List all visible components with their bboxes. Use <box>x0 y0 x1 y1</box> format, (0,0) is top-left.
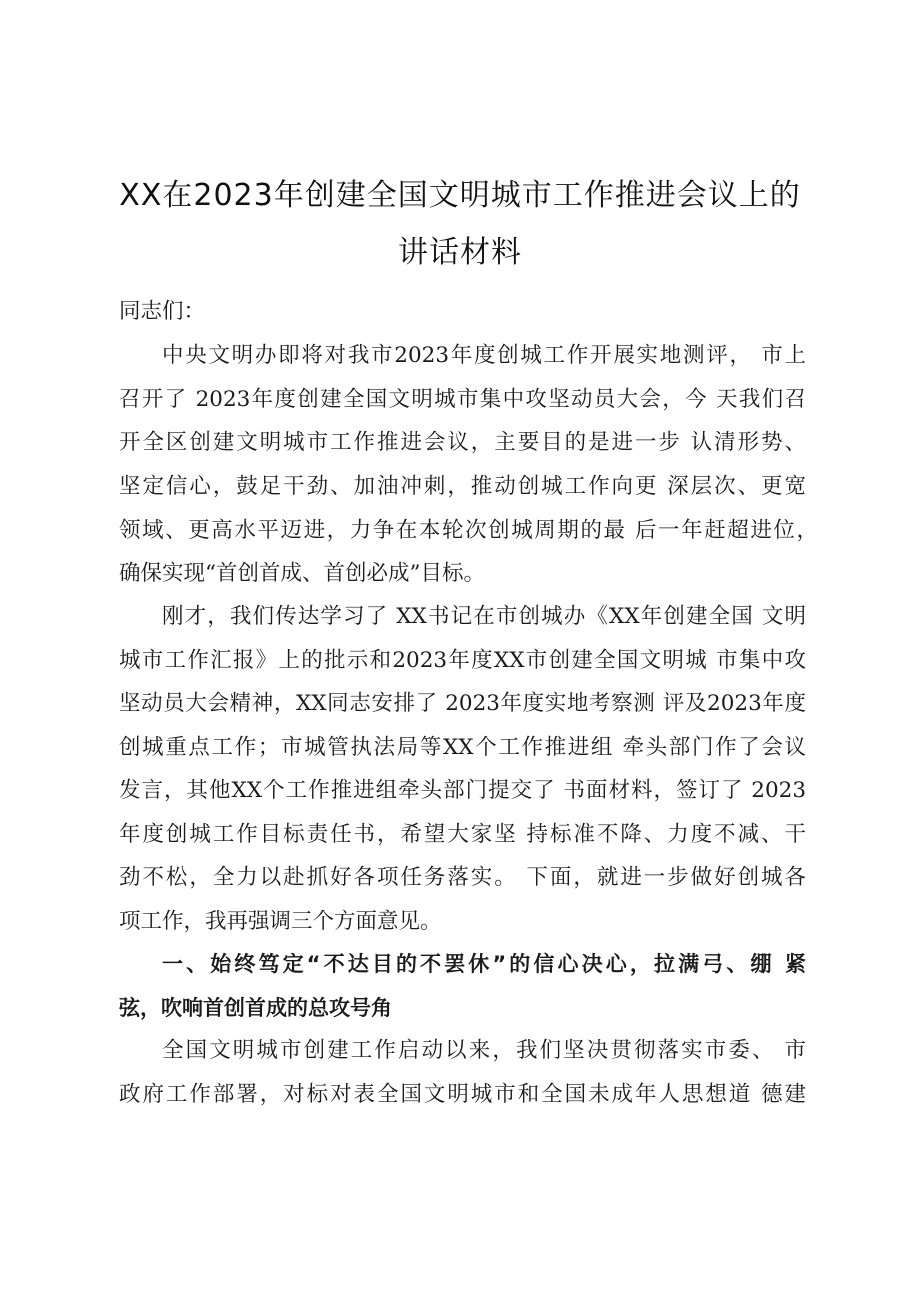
heading-line: 弦，吹响首创首成的总攻号角 <box>119 996 392 1020</box>
paragraph-line: 刚才，我们传达学习了 XX书记在市创城办《XX年创建全国 文明 <box>162 604 806 629</box>
paragraph-line: 领域、更高水平迈进，力争在本轮次创城周期的最 后一年赶超进位， <box>119 518 818 543</box>
paragraph-line: 中央文明办即将对我市2023年度创城工作开展实地测评， 市上 <box>162 343 806 368</box>
paragraph-line: 政府工作部署，对标对表全国文明城市和全国未成年人思想道 德建 <box>119 1082 806 1107</box>
paragraph-line: 确保实现“首创首成、首创必成”目标。 <box>119 561 485 586</box>
salutation: 同志们： <box>119 299 206 324</box>
paragraph-line: 项工作，我再强调三个方面意见。 <box>119 909 442 934</box>
paragraph-line: 劲不松，全力以赴抓好各项任务落实。 下面，就进一步做好创城各 <box>119 865 806 890</box>
paragraph-line: 发言，其他XX个工作推进组牵头部门提交了 书面材料，签订了 2023 <box>119 778 806 803</box>
paragraph-line: 召开了 2023年度创建全国文明城市集中攻坚动员大会，今 天我们召 <box>119 387 806 412</box>
document-title-line-1: XX在2023年创建全国文明城市工作推进会议上的 <box>119 178 801 213</box>
heading-line: 一、始终笃定“不达目的不罢休”的信心决心，拉满弓、绷 紧 <box>162 952 806 976</box>
document-title-line-2: 讲话材料 <box>398 235 522 270</box>
paragraph-line: 创城重点工作；市城管执法局等XX个工作推进组 牵头部门作了会议 <box>119 735 806 760</box>
paragraph-line: 开全区创建文明城市工作推进会议，主要目的是进一步 认清形势、 <box>119 430 806 455</box>
paragraph-line: 年度创城工作目标责任书，希望大家坚 持标准不降、力度不减、干 <box>119 822 806 847</box>
paragraph-line: 全国文明城市创建工作启动以来，我们坚决贯彻落实市委、 市 <box>162 1038 806 1063</box>
paragraph-line: 坚定信心，鼓足干劲、加油冲刺，推动创城工作向更 深层次、更宽 <box>119 474 806 499</box>
paragraph-line: 坚动员大会精神，XX同志安排了 2023年度实地考察测 评及2023年度 <box>119 691 806 716</box>
paragraph-line: 城市工作汇报》上的批示和2023年度XX市创建全国文明城 市集中攻 <box>119 648 806 673</box>
